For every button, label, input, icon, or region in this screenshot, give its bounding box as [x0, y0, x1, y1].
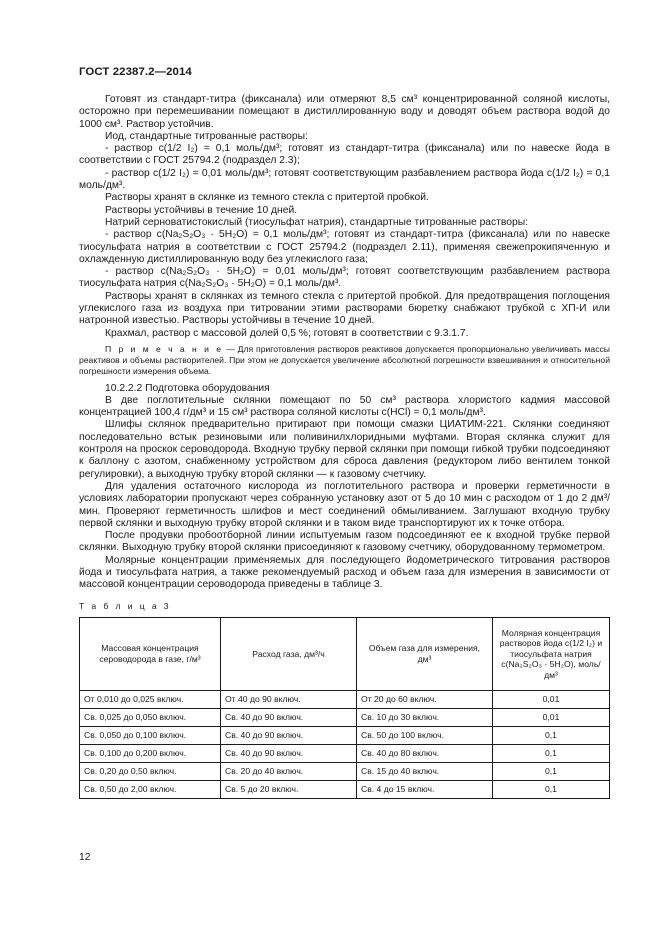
document-body [79, 94, 610, 799]
paragraph: Готовят из стандарт-титра (фиксанала) или отмеряют 8,5 см³ концентрированной соляной кислоты, осторожно при перемешивании помещают в дистиллированную воду и доводят объем раствора водой до 1000 см³. Раствор устойчив. [79, 94, 610, 130]
table-cell: Св. 0,50 до 2,00 включ. [80, 780, 221, 798]
table-row [80, 726, 610, 744]
table-cell: 0,1 [493, 744, 610, 762]
paragraph: - раствор c(1/2 I₂) = 0,01 моль/дм³; готовят соответствующим разбавлением раствора йода c(1/2 I₂) = 0,1 моль/дм³. [79, 167, 610, 192]
paragraph: - раствор c(Na₂S₂O₃ · 5H₂O) = 0,01 моль/дм³; готовят соответствующим разбавлением раствора тиосульфата натрия c(Na₂S₂O₃ · 5H₂O) = 0,1 моль/дм³. [79, 266, 610, 290]
paragraph: Молярные концентрации применяемых для последующего йодометрического титрования растворов йода и тиосульфата натрия, а также рекомендуемый расход и объем газа для измерения в зависимости от массовой концентрации сероводорода приведены в таблице 3. [79, 554, 610, 591]
paragraph: Шлифы склянок предварительно притирают при помощи смазки ЦИАТИМ-221. Склянки соединяют последовательно встык резиновыми или поливинилхлоридными муфтами. Вторая склянка служит для контроля на проскок сероводорода. Входную трубку первой склянки при помощи гибкой трубки подсоединяют к баллону с азотом, снабженному устройством для сброса давления (редуктором либо вентилем тонкой регулировки), а выходную трубку второй склянки — к газовому счетчику. [79, 419, 610, 480]
column-header: Молярная концентрация растворов йода c(1/2 I₂) и тиосульфата натрия c(Na₂S₂O₃ · 5H₂O), моль/дм³ [493, 617, 610, 690]
table-cell: Св. 20 до 40 включ. [221, 762, 357, 780]
paragraph: После продувки пробоотборной линии испытуемым газом подсоединяют ее к входной трубке первой склянки. Выходную трубку второй склянки присоединяют к газовому счетчику, оборудованному термометром. [79, 530, 610, 554]
paragraph: Растворы хранят в склянках из темного стекла с притертой пробкой. Для предотвращения поглощения углекислого газа из воздуха при титровании этими растворами бюретку снабжают трубкой с ХП-И или натронной известью. Растворы устойчивы в течение 10 дней. [79, 290, 610, 327]
table-cell: 0,1 [493, 780, 610, 798]
column-header: Объем газа для измерения, дм³ [357, 617, 493, 690]
table-cell: Св. 40 до 80 включ. [357, 744, 493, 762]
section-heading: 10.2.2.2 Подготовка оборудования [105, 382, 270, 394]
table-cell: Св. 40 до 90 включ. [221, 726, 357, 744]
table-header-row [80, 617, 610, 690]
data-table [79, 617, 610, 799]
table-cell: Св. 0,100 до 0,200 включ. [80, 744, 221, 762]
column-header: Массовая концентрация сероводорода в газе, г/м³ [80, 617, 221, 690]
table-cell: Св. 15 до 40 включ. [357, 762, 493, 780]
table-cell: 0,1 [493, 762, 610, 780]
table-cell: Св. 40 до 90 включ. [221, 708, 357, 726]
note-label: П р и м е ч а н и е [105, 343, 224, 354]
note-text: — Для приготовления растворов реактивов допускается пропорционально увеличивать массы реактивов и объемы растворителей. При этом не допускается увеличение абсолютной погрешности взвешивания и относительной погрешности измерения объема. [79, 343, 610, 377]
table-row [80, 744, 610, 762]
column-header: Расход газа, дм³/ч [221, 617, 357, 690]
paragraph: Иод, стандартные титрованные растворы: [105, 130, 308, 142]
table-cell: Св. 40 до 90 включ. [221, 744, 357, 762]
paragraph: Натрий серноватистокислый (тиосульфат натрия), стандартные титрованные растворы: [105, 216, 528, 228]
page-number: 12 [79, 852, 91, 863]
paragraph: Растворы хранят в склянке из темного стекла с притертой пробкой. [105, 192, 429, 204]
paragraph: - раствор c(1/2 I₂) = 0,1 моль/дм³; готовят из стандарт-титра (фиксанала) или по навеске йода в соответствии с ГОСТ 25794.2 (подраздел 2.3); [79, 143, 610, 167]
table-cell: 0,01 [493, 690, 610, 708]
document-header: ГОСТ 22387.2—2014 [79, 66, 192, 78]
table-cell: Св. 0,20 до 0,50 включ. [80, 762, 221, 780]
table-caption: Т а б л и ц а 3 [79, 600, 171, 611]
table-cell: Св. 0,025 до 0,050 включ. [80, 708, 221, 726]
table-cell: Св. 10 до 30 включ. [357, 708, 493, 726]
paragraph: - раствор c(Na₂S₂O₃ · 5H₂O) = 0,1 моль/дм³; готовят из стандарт-титра (фиксанала) или по навеске тиосульфата натрия в соответствии с ГОСТ 25794.2 (подраздел 2.11), применяя свежепрокипяченную и охлажденную дистиллированную воду без углекислого газа; [79, 229, 610, 265]
table-cell: 0,01 [493, 708, 610, 726]
table-cell: Св. 4 до 15 включ. [357, 780, 493, 798]
table-cell: Св. 0,050 до 0,100 включ. [80, 726, 221, 744]
paragraph: Крахмал, раствор с массовой долей 0,5 %; готовят в соответствии с 9.3.1.7. [105, 327, 469, 339]
paragraph: Растворы устойчивы в течение 10 дней. [105, 204, 298, 216]
table-cell: От 40 до 90 включ. [221, 690, 357, 708]
note [79, 344, 610, 378]
table-cell: От 0,010 до 0,025 включ. [80, 690, 221, 708]
table-row [80, 780, 610, 798]
table-cell: 0,1 [493, 726, 610, 744]
table-cell: От 20 до 60 включ. [357, 690, 493, 708]
table-cell: Св. 50 до 100 включ. [357, 726, 493, 744]
table-row [80, 708, 610, 726]
table-cell: Св. 5 до 20 включ. [221, 780, 357, 798]
paragraph: Для удаления остаточного кислорода из поглотительного раствора и проверки герметичности в условиях лаборатории пропускают через собранную установку азот от 5 до 10 мин с расходом от 1 до 2 дм³/мин. Проверяют герметичность шлифов и мест соединений обмыливанием. Заглушают входную трубку первой склянки и выходную трубку второй склянки и в таком виде транспортируют их к точке отбора. [79, 480, 610, 529]
paragraph: В две поглотительные склянки помещают по 50 см³ раствора хлористого кадмия массовой концентрацией 100,4 г/дм³ и 15 см³ раствора соляной кислоты с(HCl) = 0,1 моль/дм³. [79, 394, 610, 419]
table-row [80, 690, 610, 708]
table-row [80, 762, 610, 780]
